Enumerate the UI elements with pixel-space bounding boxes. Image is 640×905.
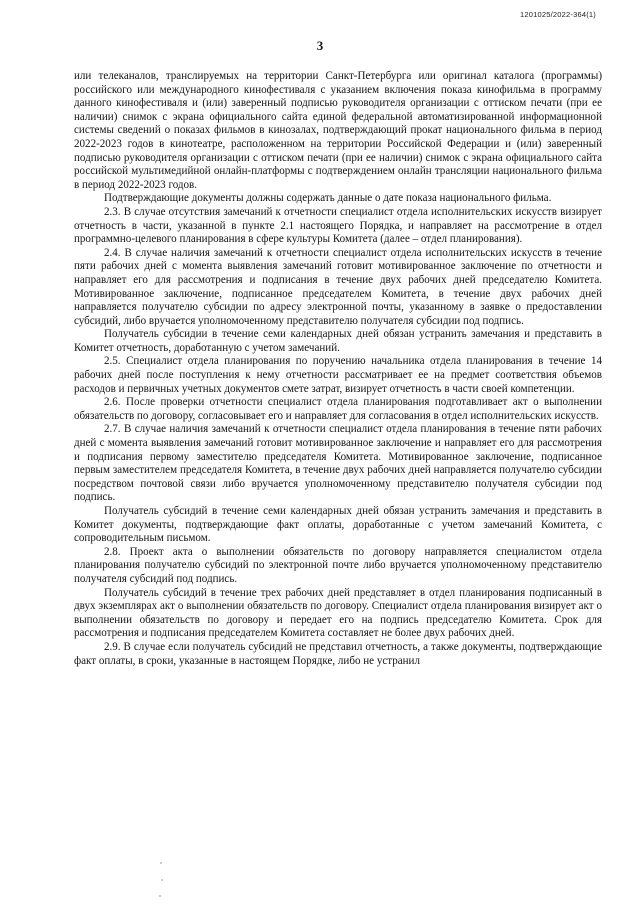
paragraph: Получатель субсидий в течение семи календарных дней обязан устранить замечания и представить в Комитет документы, подтверждающие факт оплаты, доработанные с учетом замечаний Комитета, с сопроводительным письмом. bbox=[74, 505, 602, 545]
paragraph: Получатель субсидии в течение семи календарных дней обязан устранить замечания и представить в Комитет отчетность, доработанную с учетом замечаний. bbox=[74, 328, 602, 354]
paragraph-2-7: 2.7. В случае наличия замечаний к отчетности специалист отдела планирования в течение пяти рабочих дней с момента выявления замечаний готовит мотивированное заключение и направляет его для рассмотрения и подписания первому заместителю председателя Комитета. Мотивированное заключение, подписанное первым заместителем председателя Комитета, в течение двух рабочих дней направляется получателю субсидии посредством почтовой связи либо вручается уполномоченному представителю получателя субсидии под подпись. bbox=[74, 423, 602, 504]
page-number: 3 bbox=[316, 38, 324, 53]
paragraph-2-8: 2.8. Проект акта о выполнении обязательств по договору направляется специалистом отдела планирования получателю субсидий по электронной почте либо вручается уполномоченному представителю получателя субсидий под подпись. bbox=[74, 545, 602, 585]
scan-speck bbox=[161, 879, 163, 881]
paragraph-continuation: или телеканалов, транслируемых на территории Санкт-Петербурга или оригинал каталога (программы) российского или международного кинофестиваля с указанием включения показа кинофильма в программу данного кинофестиваля и (или) заверенный подписью руководителя организации с оттиском печати (при ее наличии) снимок с экрана официального сайта единой федеральной автоматизированной информационной системы сведений о показах фильмов в кинозалах, подтверждающий прокат национального фильма в период 2022-2023 годов в кинотеатре, расположенном на территории Российской Федерации и (или) заверенный подписью руководителя организации с оттиском печати (при ее наличии) снимок с экрана официального сайта российской мультимедийной онлайн-платформы с подтверждением онлайн трансляции национального фильма в период 2022-2023 годов. bbox=[74, 70, 602, 191]
paragraph: Подтверждающие документы должны содержать данные о дате показа национального фильма. bbox=[104, 192, 552, 205]
scan-speck bbox=[159, 895, 161, 897]
document-body bbox=[74, 70, 602, 668]
paragraph-2-9: 2.9. В случае если получатель субсидий не представил отчетность, а также документы, подтверждающие факт оплаты, в сроки, указанные в настоящем Порядке, либо не устранил bbox=[74, 640, 602, 667]
scan-speck bbox=[160, 862, 162, 864]
paragraph-2-4: 2.4. В случае наличия замечаний к отчетности специалист отдела исполнительских искусств в течение пяти рабочих дней с момента выявления замечаний готовит мотивированное заключение по отчетности и направляет его для рассмотрения и подписания в течение двух рабочих дней председателю Комитета. Мотивированное заключение, подписанное председателем Комитета, в течение двух рабочих дней направляется получателю субсидии по адресу электронной почты, указанному в заявке о предоставлении субсидий, либо вручается уполномоченному представителю получателя субсидии под подпись. bbox=[74, 246, 602, 327]
paragraph: Получатель субсидий в течение трех рабочих дней представляет в отдел планирования подписанный в двух экземплярах акт о выполнении обязательств по договору. Специалист отдела планирования визирует акт о выполнении обязательств по договору и передает его на подпись председателю Комитета. Срок для рассмотрения и подписания председателем Комитета составляет не более двух рабочих дней. bbox=[74, 586, 602, 640]
paragraph-2-5: 2.5. Специалист отдела планирования по поручению начальника отдела планирования в течение 14 рабочих дней после поступления к нему отчетности рассматривает ее на предмет соответствия объемов расходов и первичных учетных документов смете затрат, визирует отчетность в части своей компетенции. bbox=[74, 355, 602, 395]
paragraph-2-6: 2.6. После проверки отчетности специалист отдела планирования подготавливает акт о выполнении обязательств по договору, согласовывает его и направляет для согласования в отдел исполнительских искусств. bbox=[74, 396, 602, 422]
paragraph-2-3: 2.3. В случае отсутствия замечаний к отчетности специалист отдела исполнительских искусств визирует отчетность в части, указанной в пункте 2.1 настоящего Порядка, и направляет на рассмотрение в отдел программно-целевого планирования в сфере культуры Комитета (далее – отдел планирования). bbox=[74, 205, 602, 246]
document-code: 1201025/2022-364(1) bbox=[520, 10, 596, 19]
